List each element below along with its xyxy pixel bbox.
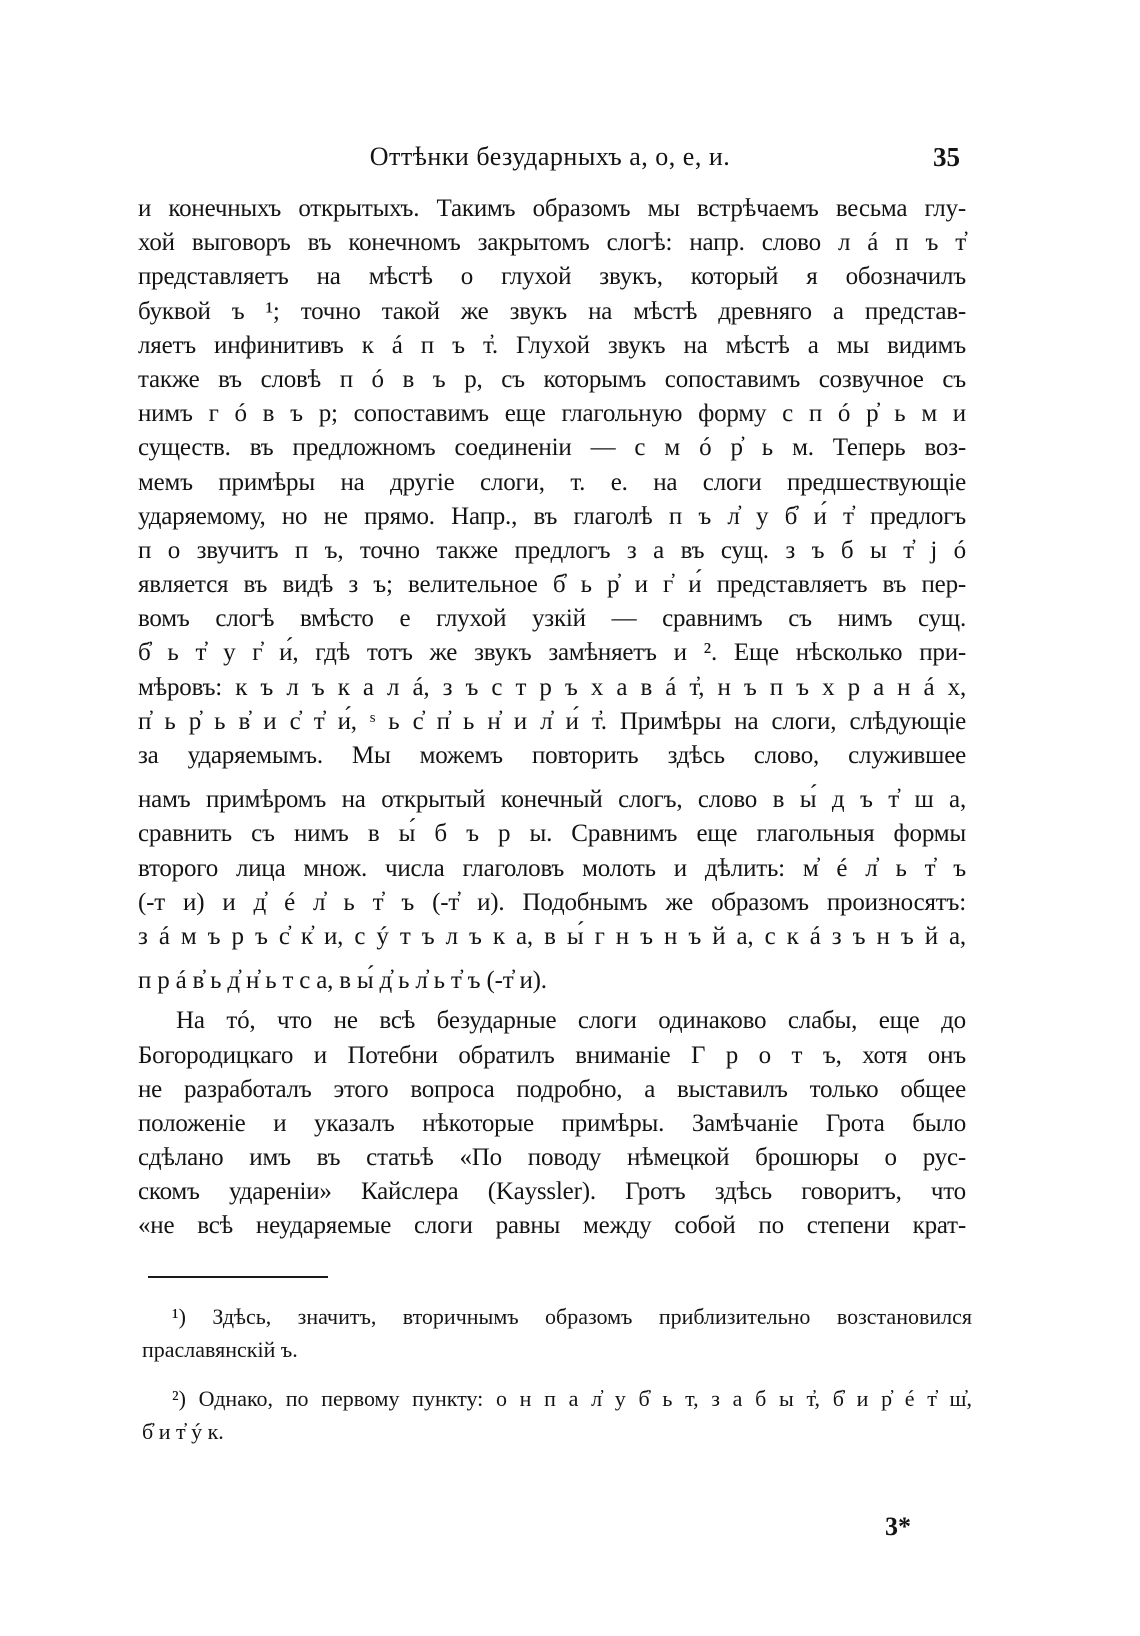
footnote-2 bbox=[142, 1382, 972, 1448]
footnote-line: ¹) Здѣсь, значитъ, вторичнымъ образомъ приблизительно возстановился bbox=[172, 1304, 972, 1329]
text-line: п о звучитъ п ъ, точно также предлогъ з а въ сущ. з ъ б ы т̓ j ó bbox=[138, 536, 966, 564]
text-line: п̓ ь р̓ ь в̓ и с̓ т̓ и́, ˢ ь с̓ п̓ ь н̓ и л̓ и́ т̓. Примѣры на слоги, слѣдующіе bbox=[138, 707, 966, 735]
text-line: з á м ъ р ъ с̓ к̓ и, с ý т ъ л ъ к а, в ы́ г н ъ н ъ й а, с к á з ъ н ъ й а, bbox=[138, 922, 966, 950]
page-number: 35 bbox=[933, 142, 960, 172]
paragraph-2 bbox=[138, 1004, 966, 1243]
text-line: не разработалъ этого вопроса подробно, а выставилъ только общее bbox=[138, 1075, 966, 1103]
text-line: второго лица множ. числа глаголовъ молоть и дѣлить: м̓ é л̓ ь т̓ ъ bbox=[138, 854, 966, 882]
text-line: б̓ ь т̓ у г̓ и́, гдѣ тотъ же звукъ замѣняетъ и ². Еще нѣсколько при- bbox=[138, 639, 966, 667]
body-text bbox=[138, 192, 966, 1244]
text-line: (-т и) и д̓ é л̓ ь т̓ ъ (-т̓ и). Подобнымъ же образомъ произносятъ: bbox=[138, 888, 966, 916]
paragraph-1 bbox=[138, 192, 966, 998]
text-line: ударяемому, но не прямо. Напр., въ глаголѣ п ъ л̓ у б̓ и́ т̓ предлогъ bbox=[138, 502, 966, 530]
text-line: сравнить съ нимъ в ы́ б ъ р ы. Сравнимъ еще глагольныя формы bbox=[138, 820, 966, 848]
text-line: скомъ удареніи» Кайслера (Kayssler). Гротъ здѣсь говоритъ, что bbox=[138, 1178, 966, 1206]
text-line: мемъ примѣры на другіе слоги, т. е. на слоги предшествующіе bbox=[138, 468, 966, 496]
text-line: представляетъ на мѣстѣ о глухой звукъ, который я обозначилъ bbox=[138, 263, 966, 291]
text-line: намъ примѣромъ на открытый конечный слогъ, слово в ы́ д ъ т̓ ш а, bbox=[138, 786, 966, 814]
text-line: Богородицкаго и Потебни обратилъ вниманіе Г р о т ъ, хотя онъ bbox=[138, 1041, 966, 1069]
text-line: буквой ъ ¹; точно такой же звукъ на мѣстѣ древняго а представ- bbox=[138, 297, 966, 325]
text-line: также въ словѣ п ó в ъ р, съ которымъ сопоставимъ созвучное съ bbox=[138, 365, 966, 393]
footnote-gap bbox=[142, 1366, 972, 1382]
footnotes bbox=[142, 1300, 972, 1448]
footnote-line: б̓ и т̓ ý к. bbox=[142, 1419, 224, 1444]
text-line: «не всѣ неударяемые слоги равны между собой по степени крат- bbox=[138, 1212, 966, 1240]
text-line: за ударяемымъ. Мы можемъ повторить здѣсь слово, служившее bbox=[138, 742, 966, 769]
text-line: сдѣлано имъ въ статьѣ «По поводу нѣмецкой брошюры о рус- bbox=[138, 1144, 966, 1172]
signature-mark: 3* bbox=[885, 1512, 911, 1541]
text-line: является въ видѣ з ъ; велительное б̓ ь р̓ и г̓ и́ представляетъ въ пер- bbox=[138, 571, 966, 599]
text-line: мѣровъ: к ъ л ъ к а л á, з ъ с т р ъ х а в á т̓, н ъ п ъ х р а н á х, bbox=[138, 673, 966, 701]
footnote-line: ²) Однако, по первому пункту: о н п а л̓ у б̓ ь т, з а б ы т̓, б̓ и р̓ é т̓ ш̓, bbox=[172, 1386, 972, 1411]
text-line: и конечныхъ открытыхъ. Такимъ образомъ мы встрѣчаемъ весьма глу- bbox=[138, 195, 966, 222]
text-line: нимъ г ó в ъ р; сопоставимъ еще глагольную форму с п ó р̓ ь м и bbox=[138, 400, 966, 428]
footnote-divider bbox=[148, 1276, 328, 1278]
text-line: вомъ слогѣ вмѣсто е глухой узкій — сравнимъ съ нимъ сущ. bbox=[138, 605, 966, 633]
running-title: Оттѣнки безударныхъ а, о, е, и. bbox=[369, 142, 731, 171]
text-line: положеніе и указалъ нѣкоторые примѣры. Замѣчаніе Грота было bbox=[138, 1109, 966, 1137]
text-line: существ. въ предложномъ соединеніи — с м ó р̓ ь м. Теперь воз- bbox=[138, 434, 966, 462]
text-line: хой выговоръ въ конечномъ закрытомъ слогѣ: напр. слово л á п ъ т̓ bbox=[138, 229, 966, 257]
footnote-1 bbox=[142, 1300, 972, 1366]
running-head bbox=[140, 142, 960, 182]
text-line: п р á в̓ ь д̓ н̓ ь т с а, в ы́ д̓ ь л̓ ь т̓ ъ (-т̓ и). bbox=[138, 967, 547, 995]
footnote-line: праславянскій ъ. bbox=[142, 1337, 298, 1362]
text-line: На тó, что не всѣ безударные слоги одинаково слабы, еще до bbox=[176, 1007, 966, 1035]
text-line: ляетъ инфинитивъ к á п ъ т̓. Глухой звукъ на мѣстѣ а мы видимъ bbox=[138, 331, 966, 359]
